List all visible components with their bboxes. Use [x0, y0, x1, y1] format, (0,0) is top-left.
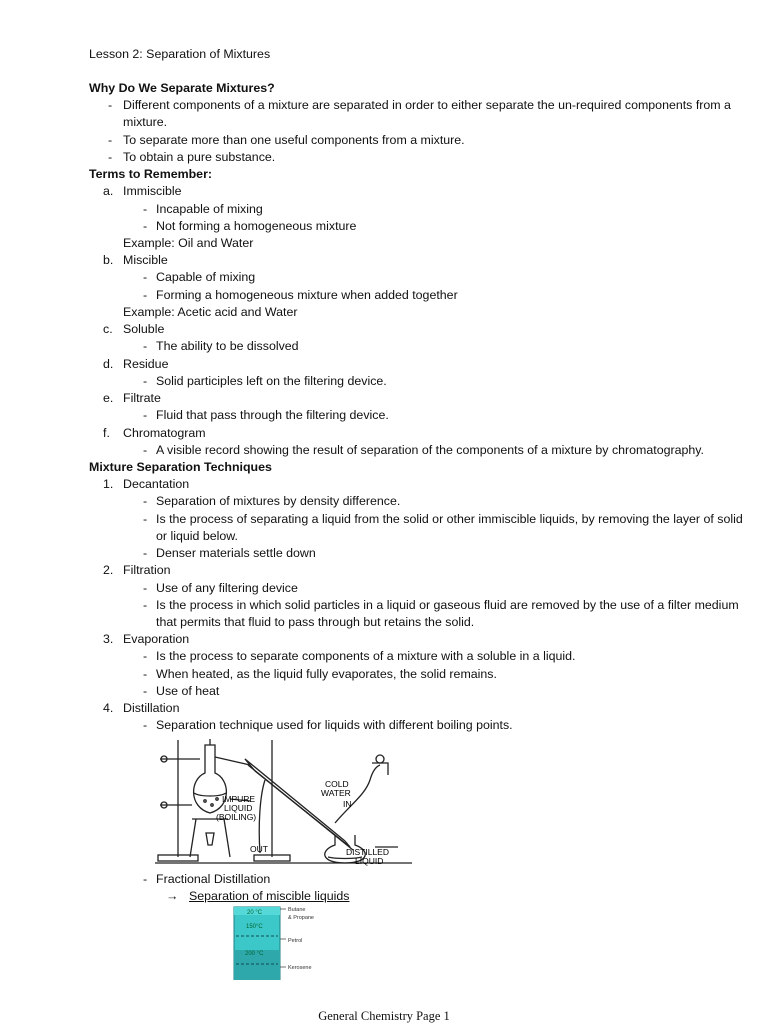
- technique-marker: 4.: [103, 701, 114, 715]
- technique-item: that permits that fluid to pass through but retains the solid.: [156, 615, 475, 629]
- label-in: IN: [343, 799, 352, 809]
- technique-marker: 3.: [103, 632, 114, 646]
- bullet-dash: -: [143, 443, 148, 457]
- fraction-label: & Propane: [288, 915, 314, 921]
- bullet-dash: -: [143, 718, 148, 732]
- term-item: Fluid that pass through the filtering device.: [156, 408, 389, 422]
- fractional-label: Fractional Distillation: [156, 872, 271, 886]
- technique-item: Denser materials settle down: [156, 546, 316, 560]
- label-liquid: LIQUID: [224, 803, 253, 813]
- bullet-dash: -: [143, 270, 148, 284]
- fractionating-column-diagram: [232, 905, 332, 980]
- bullet-dash: -: [143, 288, 148, 302]
- bullet-dash: -: [143, 494, 148, 508]
- bullet-dash: -: [143, 339, 148, 353]
- term-item: Solid participles left on the filtering device.: [156, 374, 387, 388]
- technique-item: Is the process of separating a liquid from the solid or other immiscible liquids, by removing the layer of solid: [156, 512, 743, 526]
- term-label: Miscible: [123, 253, 168, 267]
- bullet-dash: -: [143, 581, 148, 595]
- technique-item: Is the process to separate components of a mixture with a soluble in a liquid.: [156, 649, 576, 663]
- label-cold: COLD: [325, 779, 349, 789]
- why-item: To obtain a pure substance.: [123, 150, 276, 164]
- technique-label: Evaporation: [123, 632, 190, 646]
- term-label: Soluble: [123, 322, 165, 336]
- term-marker: e.: [103, 391, 114, 405]
- bullet-dash: -: [108, 98, 113, 112]
- term-label: Immiscible: [123, 184, 182, 198]
- bullet-dash: -: [143, 219, 148, 233]
- label-boiling: (BOILING): [216, 812, 257, 822]
- page-footer: General Chemistry Page 1: [318, 1009, 450, 1023]
- technique-marker: 2.: [103, 563, 114, 577]
- why-item: To separate more than one useful components from a mixture.: [123, 133, 465, 147]
- term-marker: a.: [103, 184, 114, 198]
- term-label: Filtrate: [123, 391, 161, 405]
- why-item: Different components of a mixture are separated in order to either separate the un-required components from a: [123, 98, 731, 112]
- label-impure: IMPURE: [222, 794, 256, 804]
- term-marker: b.: [103, 253, 114, 267]
- temp-label: 20 °C: [247, 910, 263, 916]
- term-example: Example: Acetic acid and Water: [123, 305, 298, 319]
- bullet-dash: -: [108, 133, 113, 147]
- technique-item: Separation technique used for liquids with different boiling points.: [156, 718, 513, 732]
- term-item: Capable of mixing: [156, 270, 256, 284]
- term-marker: c.: [103, 322, 113, 336]
- bullet-dash: -: [143, 202, 148, 216]
- label-distilled: DISTILLED: [346, 847, 389, 857]
- label-distilled-liquid: LIQUID: [355, 856, 384, 866]
- term-example: Example: Oil and Water: [123, 236, 254, 250]
- temp-label: 200 °C: [245, 951, 264, 957]
- fraction-label: Kerosene: [288, 965, 312, 971]
- distillation-apparatus-diagram: [150, 735, 415, 870]
- label-water: WATER: [321, 788, 351, 798]
- technique-item: or liquid below.: [156, 529, 238, 543]
- bullet-dash: -: [143, 649, 148, 663]
- technique-label: Decantation: [123, 477, 190, 491]
- technique-item: When heated, as the liquid fully evaporates, the solid remains.: [156, 667, 497, 681]
- bullet-dash: -: [143, 408, 148, 422]
- bullet-dash: -: [143, 667, 148, 681]
- bullet-dash: -: [143, 546, 148, 560]
- term-marker: d.: [103, 357, 114, 371]
- label-out: OUT: [250, 844, 268, 854]
- bullet-dash: -: [143, 512, 148, 526]
- term-label: Residue: [123, 357, 169, 371]
- arrow-icon: →: [166, 889, 179, 903]
- bullet-dash: -: [143, 374, 148, 388]
- technique-item: Is the process in which solid particles in a liquid or gaseous fluid are removed by the use of a filter medium: [156, 598, 739, 612]
- bullet-dash: -: [108, 150, 113, 164]
- bullet-dash: -: [143, 598, 148, 612]
- term-item: A visible record showing the result of separation of the components of a mixture by chromatography.: [156, 443, 705, 457]
- terms-heading: Terms to Remember:: [89, 167, 213, 181]
- term-item: Not forming a homogeneous mixture: [156, 219, 357, 233]
- temp-label: 150°C: [246, 924, 263, 930]
- technique-marker: 1.: [103, 477, 114, 491]
- technique-item: Separation of mixtures by density difference.: [156, 494, 401, 508]
- fractional-sub: Separation of miscible liquids: [189, 889, 350, 903]
- techniques-heading: Mixture Separation Techniques: [89, 460, 272, 474]
- fraction-label: Butane: [288, 907, 306, 913]
- technique-label: Filtration: [123, 563, 171, 577]
- technique-item: Use of any filtering device: [156, 581, 298, 595]
- technique-label: Distillation: [123, 701, 180, 715]
- bullet-dash: -: [143, 872, 148, 886]
- why-item: mixture.: [123, 115, 168, 129]
- term-item: The ability to be dissolved: [156, 339, 299, 353]
- technique-item: Use of heat: [156, 684, 220, 698]
- term-item: Forming a homogeneous mixture when added together: [156, 288, 458, 302]
- lesson-title: Lesson 2: Separation of Mixtures: [89, 47, 271, 61]
- term-item: Incapable of mixing: [156, 202, 263, 216]
- fraction-label: Petrol: [288, 938, 303, 944]
- why-heading: Why Do We Separate Mixtures?: [89, 81, 275, 95]
- term-marker: f.: [103, 426, 110, 440]
- term-label: Chromatogram: [123, 426, 206, 440]
- bullet-dash: -: [143, 684, 148, 698]
